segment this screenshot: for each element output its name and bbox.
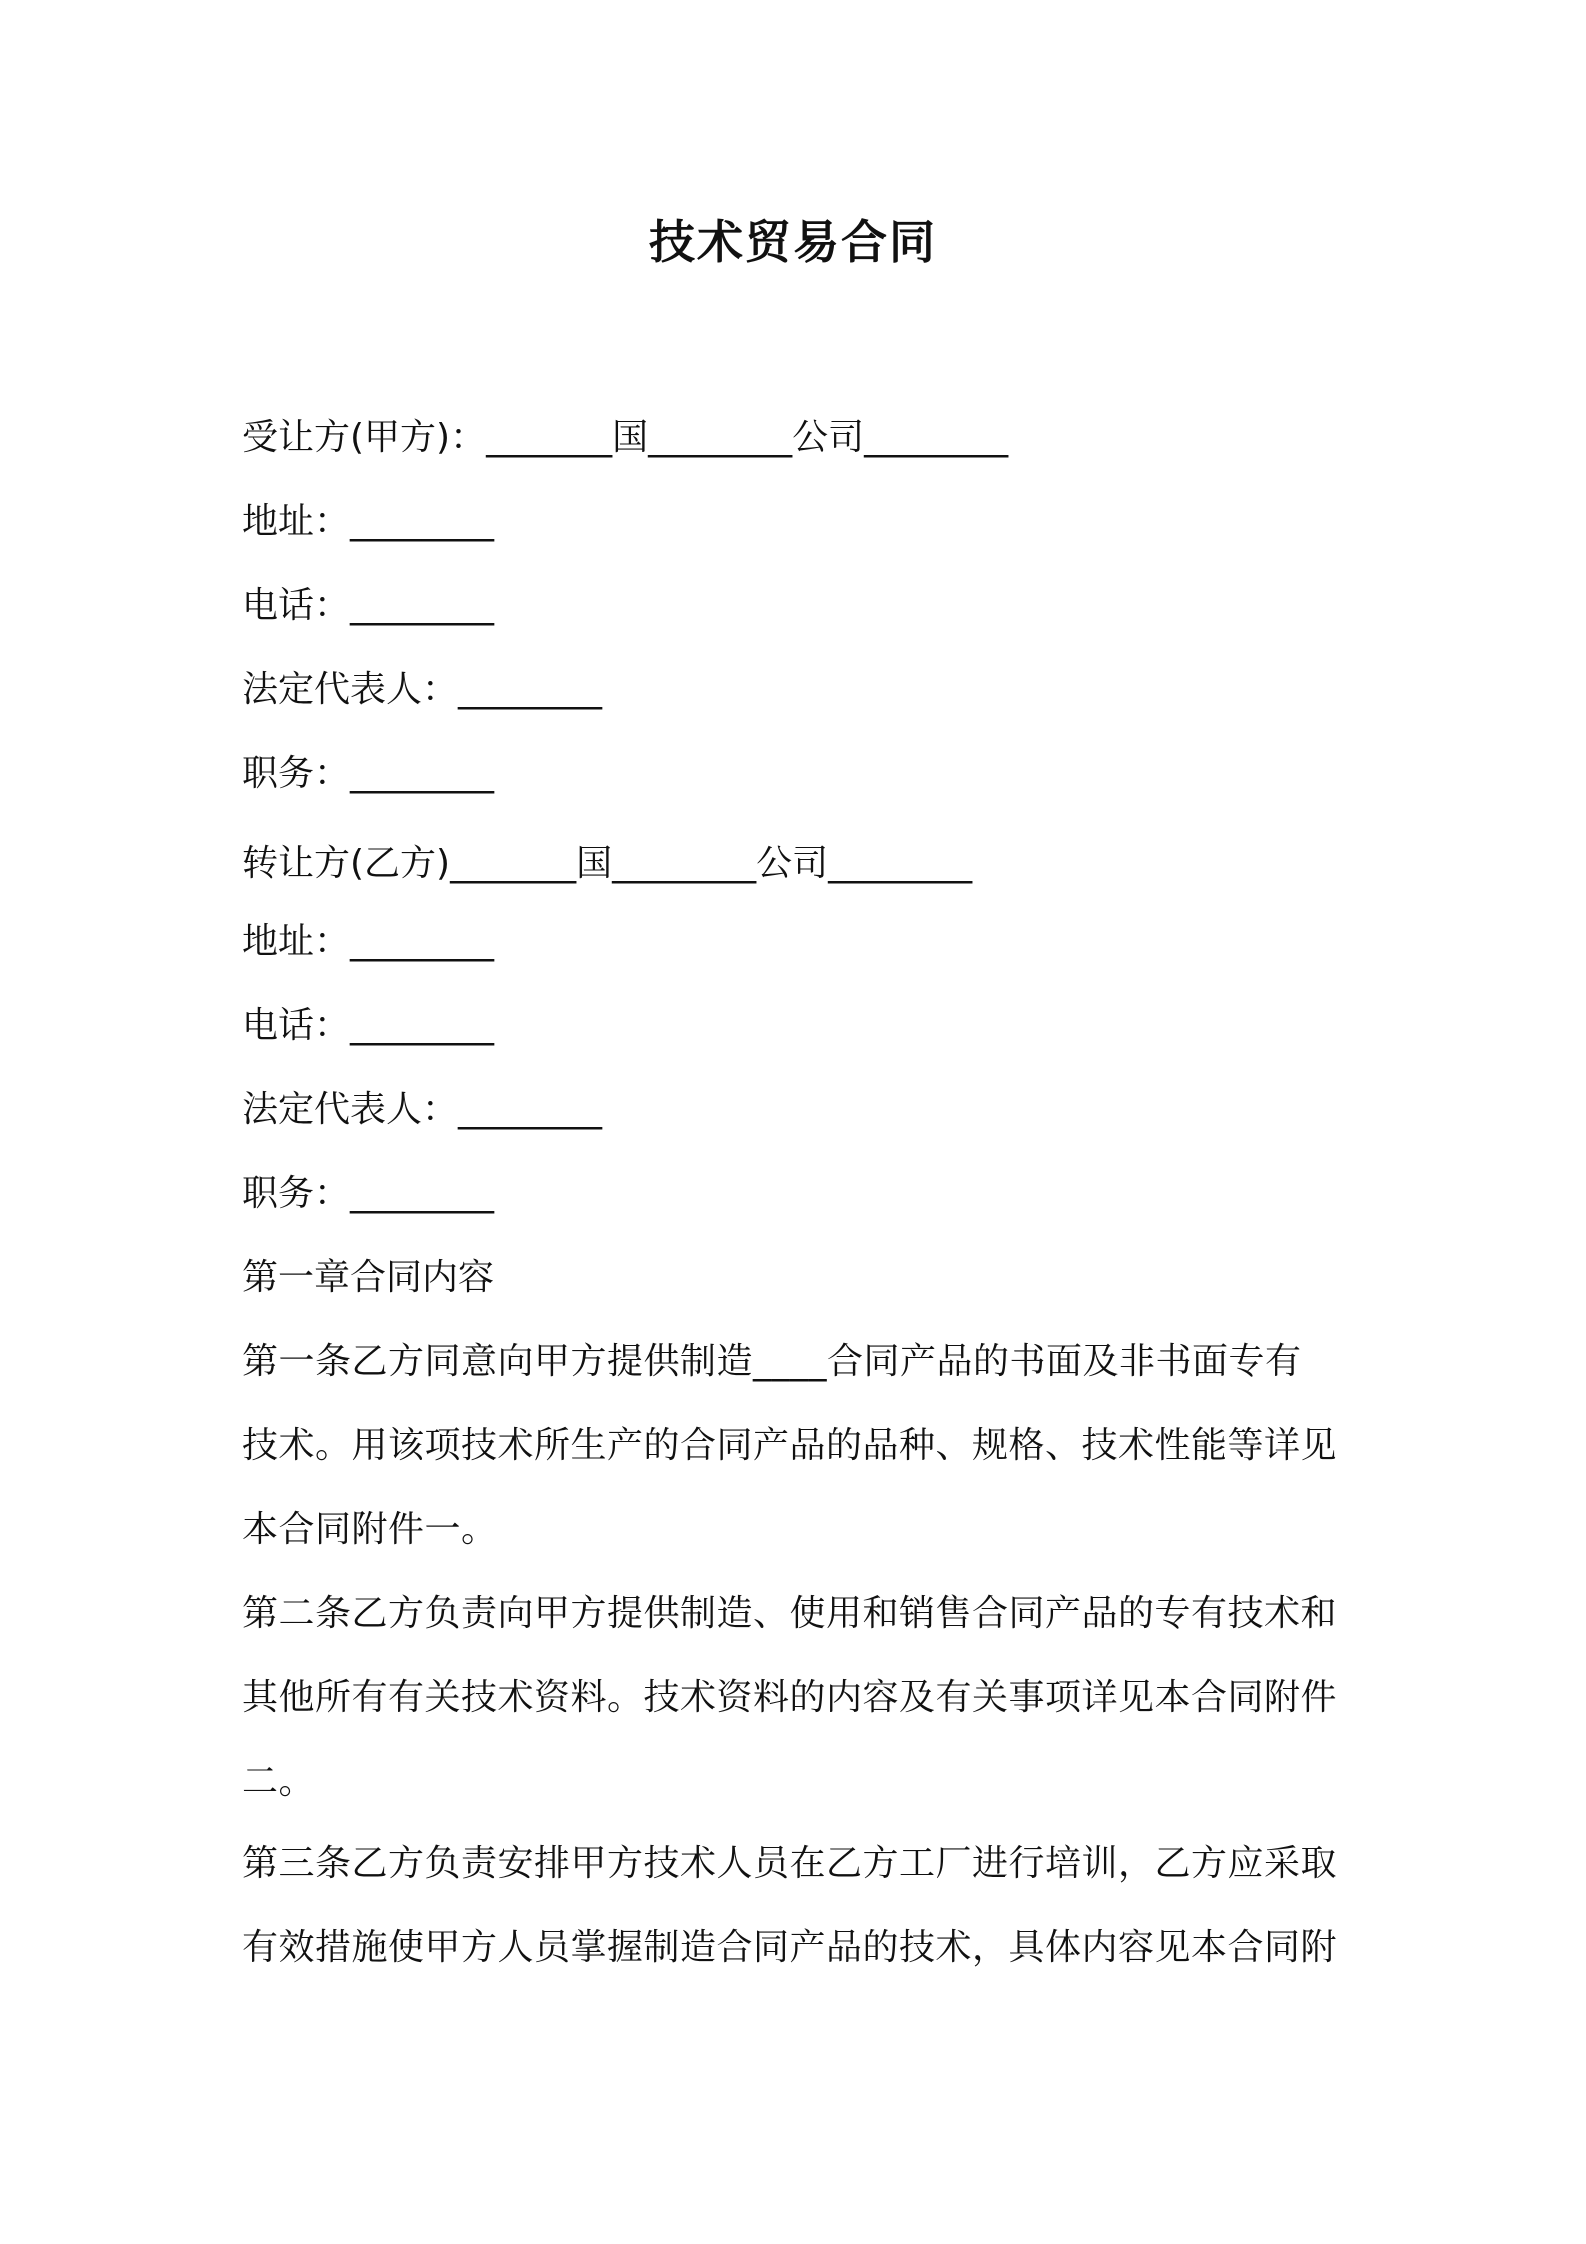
party-a-legal-rep: 法定代表人：________: [242, 669, 603, 710]
article-2-line-3: 二。: [242, 1761, 316, 1802]
article-1-line-1: 第一条乙方同意向甲方提供制造____合同产品的书面及非书面专有: [242, 1341, 1302, 1382]
party-a-name-line: 受让方(甲方)：_______国________公司________: [242, 417, 1009, 458]
article-3: [242, 1822, 1362, 1990]
article-3-line-2: 有效措施使甲方人员掌握制造合同产品的技术，具体内容见本合同附: [242, 1927, 1338, 1968]
article-1-line-3: 本合同附件一。: [242, 1509, 498, 1550]
party-a-address: 地址：________: [242, 501, 495, 542]
chapter-heading: 第一章合同内容: [242, 1257, 495, 1298]
party-a-phone: 电话：________: [242, 585, 495, 626]
party-b-position: 职务：________: [242, 1173, 495, 1214]
article-1: [242, 1320, 1362, 1572]
article-2: [242, 1572, 1362, 1824]
article-3-line-1: 第三条乙方负责安排甲方技术人员在乙方工厂进行培训，乙方应采取: [242, 1843, 1338, 1884]
party-a-position: 职务：________: [242, 753, 495, 794]
party-b-address: 地址：________: [242, 921, 495, 962]
party-b-legal-rep: 法定代表人：________: [242, 1089, 603, 1130]
party-b-phone: 电话：________: [242, 1005, 495, 1046]
party-b-name-line: 转让方(乙方)_______国________公司________: [242, 843, 973, 884]
article-2-line-2: 其他所有有关技术资料。技术资料的内容及有关事项详见本合同附件: [242, 1677, 1338, 1718]
article-1-line-2: 技术。用该项技术所生产的合同产品的品种、规格、技术性能等详见: [242, 1425, 1338, 1466]
document-title: 技术贸易合同: [649, 215, 937, 269]
article-2-line-1: 第二条乙方负责向甲方提供制造、使用和销售合同产品的专有技术和: [242, 1593, 1338, 1634]
